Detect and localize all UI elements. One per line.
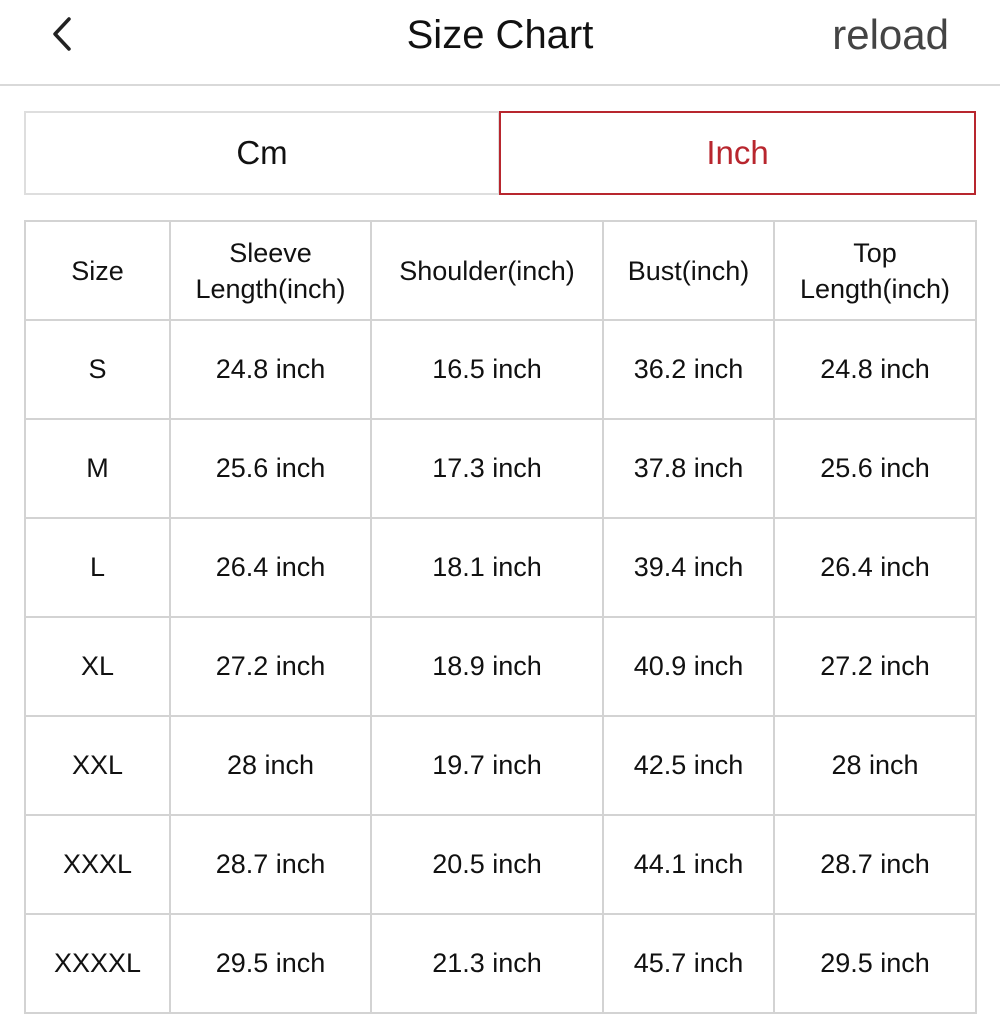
top-bar <box>0 0 1000 86</box>
cell-top-length: 28 inch <box>774 716 976 815</box>
size-table <box>24 220 977 1014</box>
cell-size: XL <box>25 617 170 716</box>
cell-top-length: 26.4 inch <box>774 518 976 617</box>
table-header-row <box>25 221 976 320</box>
cell-bust: 36.2 inch <box>603 320 774 419</box>
column-header-shoulder: Shoulder(inch) <box>371 221 603 320</box>
unit-option-inch[interactable]: Inch <box>499 111 976 195</box>
cell-sleeve-length: 28.7 inch <box>170 815 371 914</box>
cell-sleeve-length: 28 inch <box>170 716 371 815</box>
cell-shoulder: 18.9 inch <box>371 617 603 716</box>
cell-top-length: 28.7 inch <box>774 815 976 914</box>
table-row <box>25 419 976 518</box>
cell-size: XXXL <box>25 815 170 914</box>
cell-bust: 45.7 inch <box>603 914 774 1013</box>
column-header-size: Size <box>25 221 170 320</box>
cell-shoulder: 18.1 inch <box>371 518 603 617</box>
table-row <box>25 617 976 716</box>
cell-shoulder: 20.5 inch <box>371 815 603 914</box>
cell-size: M <box>25 419 170 518</box>
cell-size: S <box>25 320 170 419</box>
cell-bust: 40.9 inch <box>603 617 774 716</box>
cell-size: XXXXL <box>25 914 170 1013</box>
cell-top-length: 27.2 inch <box>774 617 976 716</box>
table-row <box>25 518 976 617</box>
cell-sleeve-length: 26.4 inch <box>170 518 371 617</box>
cell-shoulder: 21.3 inch <box>371 914 603 1013</box>
cell-bust: 39.4 inch <box>603 518 774 617</box>
cell-shoulder: 16.5 inch <box>371 320 603 419</box>
cell-top-length: 29.5 inch <box>774 914 976 1013</box>
column-header-top-length: Top Length(inch) <box>774 221 976 320</box>
cell-sleeve-length: 24.8 inch <box>170 320 371 419</box>
cell-top-length: 24.8 inch <box>774 320 976 419</box>
cell-size: XXL <box>25 716 170 815</box>
cell-size: L <box>25 518 170 617</box>
unit-option-cm[interactable]: Cm <box>24 111 500 195</box>
cell-shoulder: 17.3 inch <box>371 419 603 518</box>
reload-button[interactable]: reload <box>832 11 949 58</box>
cell-bust: 37.8 inch <box>603 419 774 518</box>
table-row <box>25 815 976 914</box>
unit-toggle <box>24 111 976 195</box>
cell-bust: 44.1 inch <box>603 815 774 914</box>
table-row <box>25 320 976 419</box>
column-header-bust: Bust(inch) <box>603 221 774 320</box>
cell-bust: 42.5 inch <box>603 716 774 815</box>
size-table-container <box>24 220 976 1014</box>
cell-sleeve-length: 29.5 inch <box>170 914 371 1013</box>
table-row <box>25 716 976 815</box>
column-header-sleeve-length: Sleeve Length(inch) <box>170 221 371 320</box>
cell-sleeve-length: 27.2 inch <box>170 617 371 716</box>
page-title: Size Chart <box>406 13 594 57</box>
table-row <box>25 914 976 1013</box>
cell-shoulder: 19.7 inch <box>371 716 603 815</box>
cell-sleeve-length: 25.6 inch <box>170 419 371 518</box>
cell-top-length: 25.6 inch <box>774 419 976 518</box>
